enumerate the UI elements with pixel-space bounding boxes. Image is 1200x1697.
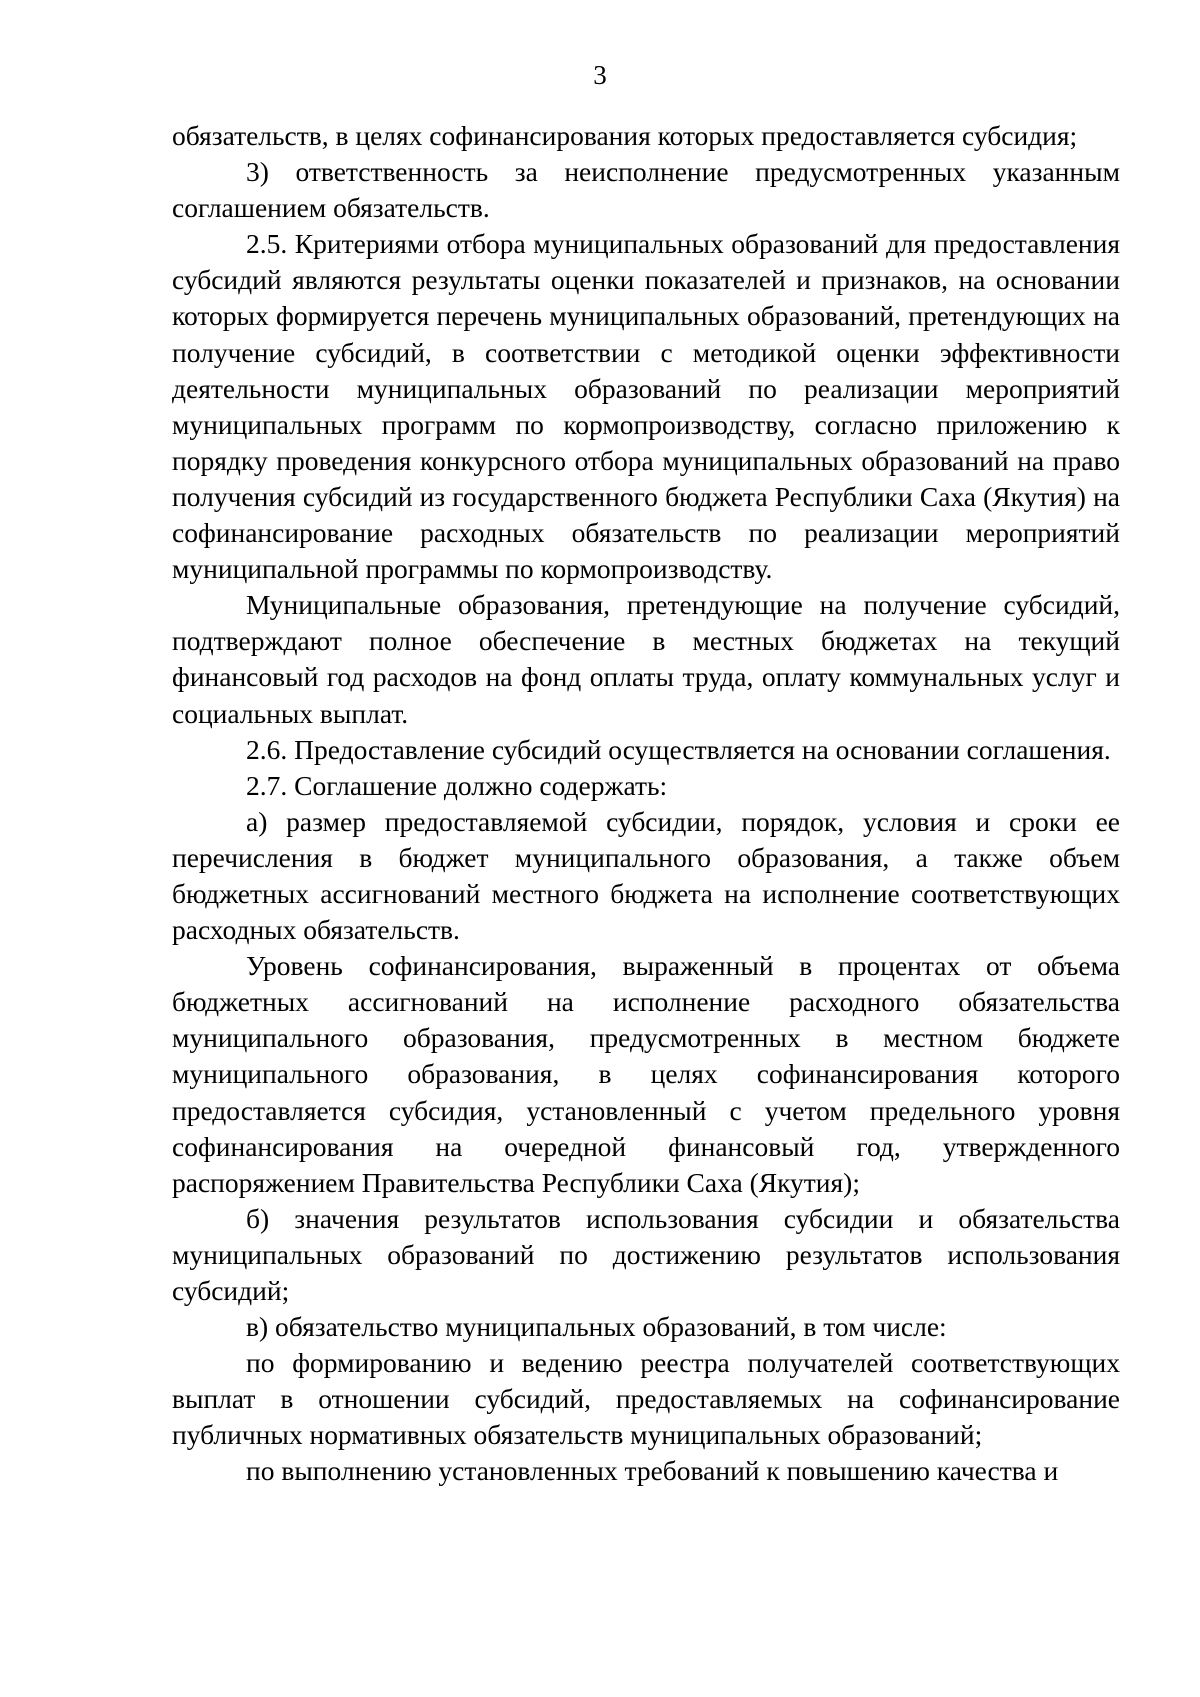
paragraph-2-7-agreement-contents: 2.7. Соглашение должно содержать:: [246, 769, 668, 801]
paragraph-registry-obligation: по формированию и ведению реестра получателей соответствующих выплат в отношении субсидий, предоставляемых на софинансирование публичных нормативных обязательств муниципальных образований;: [172, 1347, 1120, 1451]
document-body: [172, 118, 1120, 1490]
paragraph-item-v-obligations: в) обязательство муниципальных образований, в том числе:: [246, 1311, 947, 1343]
paragraph-quality-requirements: по выполнению установленных требований к повышению качества и: [246, 1455, 1059, 1487]
paragraph-cofinancing-level: Уровень софинансирования, выраженный в процентах от объема бюджетных ассигнований на исполнение расходного обязательства муниципального образования, предусмотренных в местном бюджете муниципального образования, в целях софинансирования которого предоставляется субсидия, установленный с учетом предельного уровня софинансирования на очередной финансовый год, утвержденного распоряжением Правительства Республики Саха (Якутия);: [172, 950, 1120, 1198]
paragraph-item-b-results: б) значения результатов использования субсидии и обязательства муниципальных образований по достижению результатов использования субсидий;: [172, 1202, 1120, 1306]
page-number: 3: [593, 60, 607, 90]
paragraph-item-3-responsibility: 3) ответственность за неисполнение предусмотренных указанным соглашением обязательств.: [172, 156, 1120, 224]
paragraph-2-6-agreement-basis: 2.6. Предоставление субсидий осуществляется на основании соглашения.: [246, 733, 1111, 765]
paragraph-municipal-confirmation: Муниципальные образования, претендующие на получение субсидий, подтверждают полное обеспечение в местных бюджетах на текущий финансовый год расходов на фонд оплаты труда, оплату коммунальных услуг и социальных выплат.: [172, 589, 1120, 729]
paragraph-obligations-continuation: обязательств, в целях софинансирования которых предоставляется субсидия;: [172, 120, 1078, 151]
paragraph-2-5-selection-criteria: 2.5. Критериями отбора муниципальных образований для предоставления субсидий являются результаты оценки показателей и признаков, на основании которых формируется перечень муниципальных образований, претендующих на получение субсидий, в соответствии с методикой оценки эффективности деятельности муниципальных образований по реализации мероприятий муниципальных программ по кормопроизводству, согласно приложению к порядку проведения конкурсного отбора муниципальных образований на право получения субсидий из государственного бюджета Республики Саха (Якутия) на софинансирование расходных обязательств по реализации мероприятий муниципальной программы по кормопроизводству.: [172, 228, 1120, 585]
paragraph-item-a-subsidy-size: а) размер предоставляемой субсидии, порядок, условия и сроки ее перечисления в бюджет муниципального образования, а также объем бюджетных ассигнований местного бюджета на исполнение соответствующих расходных обязательств.: [172, 805, 1120, 946]
